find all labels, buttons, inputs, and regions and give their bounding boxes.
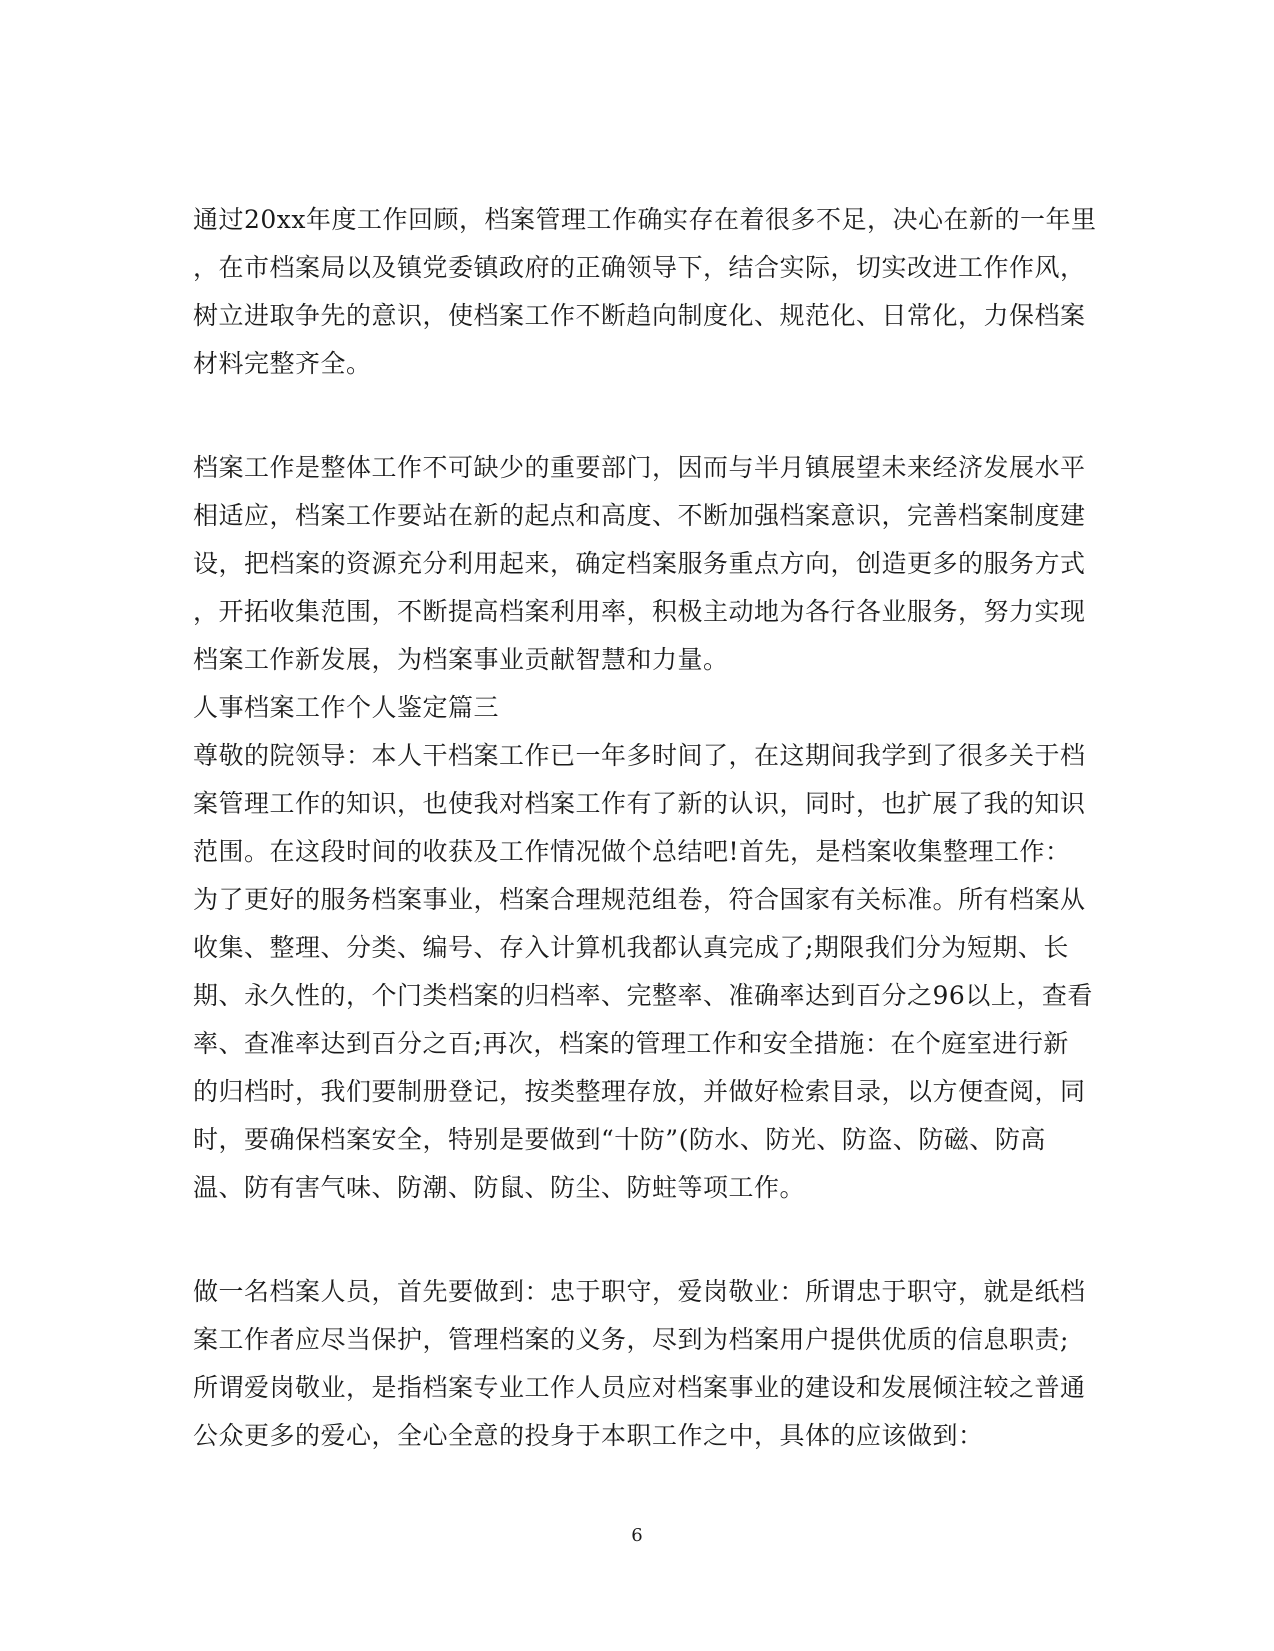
text-line: 材料完整齐全。 — [193, 349, 372, 378]
page-number: 6 — [631, 1525, 643, 1546]
text-line: 通过20xx年度工作回顾，档案管理工作确实存在着很多不足，决心在新的一年里 — [193, 205, 1097, 234]
text-line: 公众更多的爱心，全心全意的投身于本职工作之中，具体的应该做到： — [193, 1421, 984, 1450]
text-line: 的归档时，我们要制册登记，按类整理存放，并做好检索目录，以方便查阅，同 — [193, 1077, 1086, 1106]
text-line: 率、查准率达到百分之百;再次，档案的管理工作和安全措施：在个庭室进行新 — [193, 1029, 1069, 1058]
text-line: 收集、整理、分类、编号、存入计算机我都认真完成了;期限我们分为短期、长 — [193, 933, 1069, 962]
text-line: 范围。在这段时间的收获及工作情况做个总结吧!首先，是档案收集整理工作： — [193, 837, 1071, 866]
text-line: 案管理工作的知识，也使我对档案工作有了新的认识，同时，也扩展了我的知识 — [193, 789, 1086, 818]
text-line: 档案工作是整体工作不可缺少的重要部门，因而与半月镇展望未来经济发展水平 — [193, 453, 1086, 482]
text-line: 案工作者应尽当保护，管理档案的义务，尽到为档案用户提供优质的信息职责; — [193, 1325, 1069, 1354]
text-line: ，开拓收集范围，不断提高档案利用率，积极主动地为各行各业服务，努力实现 — [193, 597, 1086, 626]
text-line: ，在市档案局以及镇党委镇政府的正确领导下，结合实际，切实改进工作作风， — [193, 253, 1086, 282]
text-line: 时，要确保档案安全，特别是要做到“十防”(防水、防光、防盗、防磁、防高 — [193, 1125, 1046, 1154]
text-line: 温、防有害气味、防潮、防鼠、防尘、防蛀等项工作。 — [193, 1173, 806, 1202]
text-line: 尊敬的院领导：本人干档案工作已一年多时间了，在这期间我学到了很多关于档 — [193, 741, 1086, 770]
text-line: 树立进取争先的意识，使档案工作不断趋向制度化、规范化、日常化，力保档案 — [193, 301, 1086, 330]
text-line: 相适应，档案工作要站在新的起点和高度、不断加强档案意识，完善档案制度建 — [193, 501, 1086, 530]
text-line: 做一名档案人员，首先要做到：忠于职守，爱岗敬业：所谓忠于职守，就是纸档 — [193, 1277, 1086, 1306]
text-line: 所谓爱岗敬业，是指档案专业工作人员应对档案事业的建设和发展倾注较之普通 — [193, 1373, 1086, 1402]
text-line: 档案工作新发展，为档案事业贡献智慧和力量。 — [193, 645, 729, 674]
text-line: 设，把档案的资源充分利用起来，确定档案服务重点方向，创造更多的服务方式 — [193, 549, 1086, 578]
section-heading: 人事档案工作个人鉴定篇三 — [193, 693, 500, 722]
text-line: 期、永久性的，个门类档案的归档率、完整率、准确率达到百分之96以上，查看 — [193, 981, 1093, 1010]
text-line: 为了更好的服务档案事业，档案合理规范组卷，符合国家有关标准。所有档案从 — [193, 885, 1086, 914]
